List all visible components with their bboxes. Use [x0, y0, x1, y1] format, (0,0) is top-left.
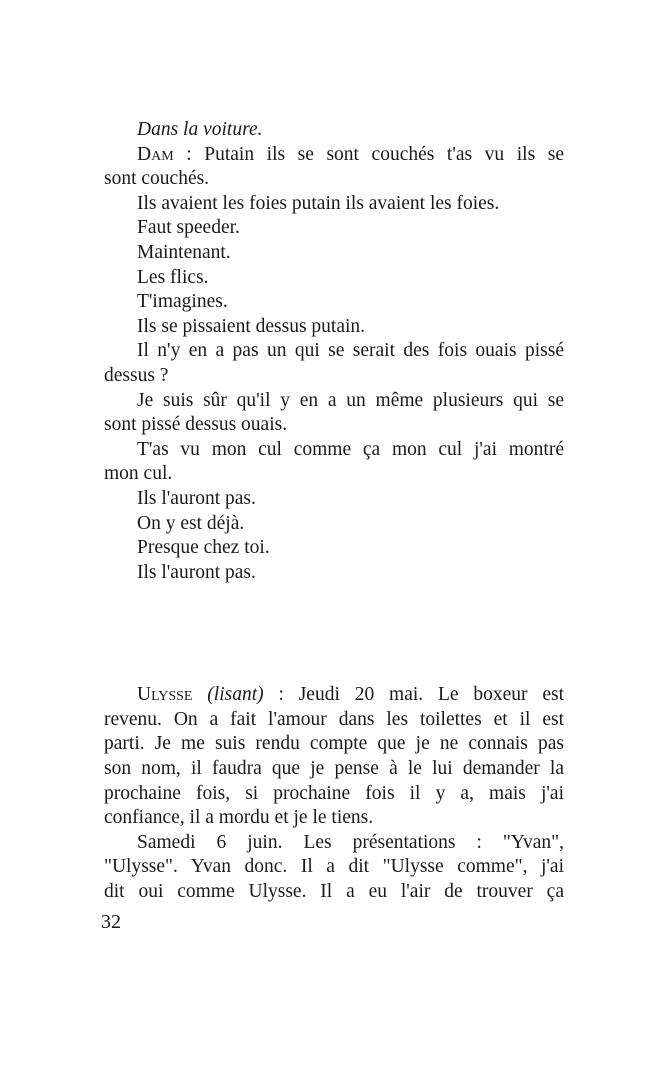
dialogue-line: Maintenant. — [137, 241, 231, 263]
dialogue-text: Putain ils se sont couchés t'as vu ils se — [204, 143, 565, 165]
dialogue-line: Les flics. — [137, 266, 209, 288]
dialogue-line: T'as vu mon cul comme ça mon cul j'ai montré — [137, 438, 564, 460]
dialogue-line: On y est déjà. — [137, 512, 245, 534]
reading-line: confiance, il a mordu et je le tiens. — [104, 807, 374, 829]
reading-line: parti. Je me suis rendu compte que je ne connais pas — [104, 733, 564, 755]
dialogue-line: Ils se pissaient dessus putain. — [137, 315, 366, 337]
dialogue-line: Ils avaient les foies putain ils avaient les foies. — [137, 192, 500, 214]
dialogue-line: dessus ? — [104, 364, 169, 386]
speaker-separator: : — [173, 143, 205, 165]
dialogue-line: sont couchés. — [104, 168, 210, 190]
section-gap — [104, 585, 564, 683]
reading-line: revenu. On a fait l'amour dans les toilettes et il est — [104, 708, 564, 730]
dialogue-line: Faut speeder. — [137, 217, 240, 239]
speaker-name: Ulysse — [137, 684, 193, 706]
dialogue-line: mon cul. — [104, 463, 173, 485]
page-number: 32 — [101, 911, 121, 933]
reading-line: prochaine fois, si prochaine fois il y a, mais j'ai — [104, 782, 564, 804]
dialogue-line: T'imagines. — [137, 291, 228, 313]
dialogue-line — [104, 143, 564, 168]
dialogue-line: Ils l'auront pas. — [137, 487, 256, 509]
dialogue-line: sont pissé dessus ouais. — [104, 414, 288, 436]
stage-direction: Dans la voiture. — [137, 119, 263, 140]
speaker-name: Dam — [137, 143, 174, 165]
dialogue-line: Je suis sûr qu'il y en a un même plusieurs qui se — [137, 389, 564, 411]
reading-line — [104, 683, 564, 708]
reading-text: : Jeudi 20 mai. Le boxeur est — [263, 684, 564, 706]
page-body — [104, 118, 564, 905]
dialogue-line: Ils l'auront pas. — [137, 561, 256, 583]
dialogue-line: Il n'y en a pas un qui se serait des fois ouais pissé — [137, 340, 564, 362]
dialogue-line: Presque chez toi. — [137, 537, 270, 559]
stage-direction: (lisant) — [207, 684, 264, 706]
reading-line: Samedi 6 juin. Les présentations : "Yvan", — [137, 831, 564, 853]
reading-line: dit oui comme Ulysse. Il a eu l'air de trouver ça — [104, 881, 564, 903]
reading-line: "Ulysse". Yvan donc. Il a dit "Ulysse comme", j'ai — [104, 856, 564, 878]
reading-line: son nom, il faudra que je pense à le lui demander la — [104, 758, 564, 780]
